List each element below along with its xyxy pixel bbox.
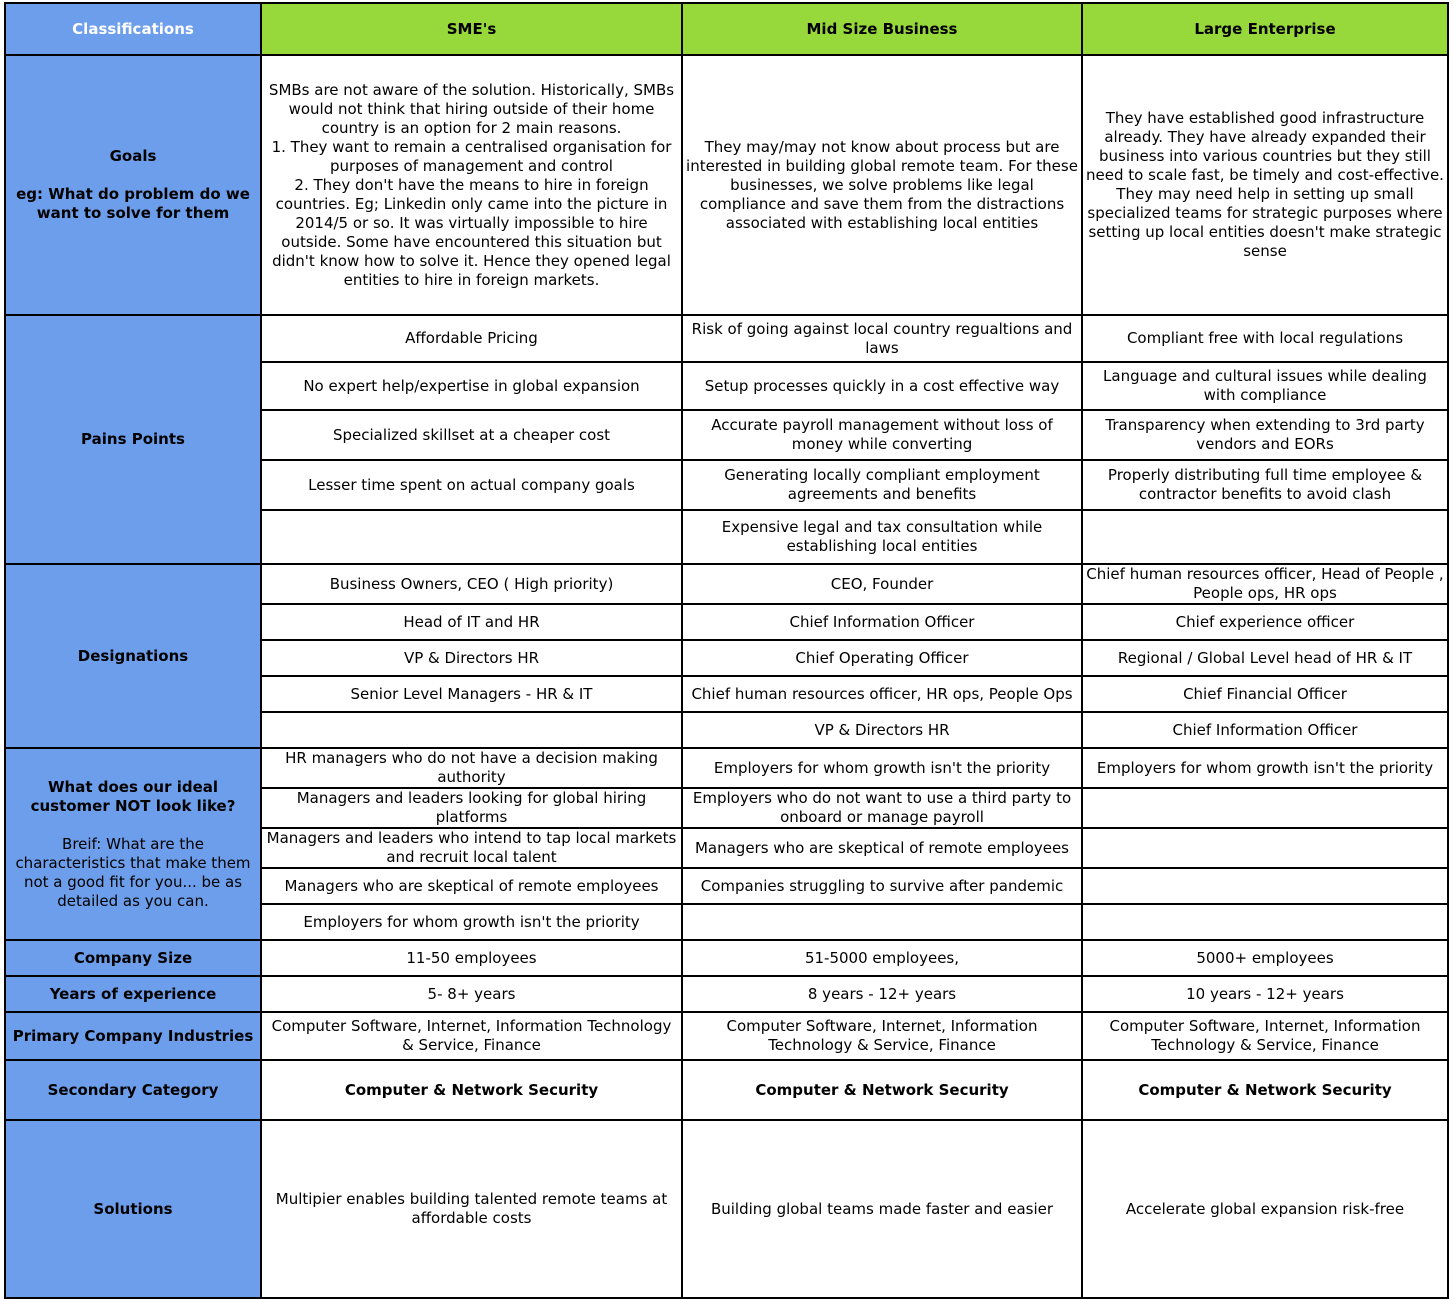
designation-large-4: Chief Financial Officer [1082,676,1448,712]
designation-sme-4: Senior Level Managers - HR & IT [261,676,682,712]
header-classifications: Classifications [5,3,261,55]
designation-sme-3: VP & Directors HR [261,640,682,676]
header-mid-size: Mid Size Business [682,3,1082,55]
not-ideal-sme-3: Managers and leaders who intend to tap local markets and recruit local talent [261,828,682,868]
secondary-large: Computer & Network Security [1082,1060,1448,1120]
not-ideal-large-4 [1082,868,1448,904]
header-sme: SME's [261,3,682,55]
goals-label-sub: eg: What do problem do we want to solve for them [16,185,250,222]
customer-profile-table [4,2,1449,1299]
experience-sme: 5- 8+ years [261,976,682,1012]
pain-large-3: Transparency when extending to 3rd party vendors and EORs [1082,410,1448,460]
not-ideal-row-1 [5,748,1448,788]
goals-mid: They may/may not know about process but are interested in building global remote team. For these businesses, we solve problems like legal compliance and save them from the distractions associated with establishing local entities [682,55,1082,315]
not-ideal-mid-2: Employers who do not want to use a third party to onboard or manage payroll [682,788,1082,828]
designations-label: Designations [5,564,261,748]
designation-large-3: Regional / Global Level head of HR & IT [1082,640,1448,676]
not-ideal-large-2 [1082,788,1448,828]
not-ideal-mid-5 [682,904,1082,940]
not-ideal-large-5 [1082,904,1448,940]
goals-sme: SMBs are not aware of the solution. Historically, SMBs would not think that hiring outside of their home country is an option for 2 main reasons. 1. They want to remain a centralised organisation for purposes of management and control 2. They don't have the means to hire in foreign countries. Eg; Linkedin only came into the picture in 2014/5 or so. It was virtually impossible to hire outside. Some have encountered this situation but didn't know how to solve it. Hence they opened legal entities to hire in foreign markets. [261,55,682,315]
secondary-label: Secondary Category [5,1060,261,1120]
designation-large-2: Chief experience officer [1082,604,1448,640]
not-ideal-label-title: What does our ideal customer NOT look like? [30,777,236,815]
not-ideal-large-3 [1082,828,1448,868]
industries-row [5,1012,1448,1060]
header-large-enterprise: Large Enterprise [1082,3,1448,55]
experience-label: Years of experience [5,976,261,1012]
industries-large: Computer Software, Internet, Information Technology & Service, Finance [1082,1012,1448,1060]
designation-mid-2: Chief Information Officer [682,604,1082,640]
designation-mid-4: Chief human resources officer, HR ops, People Ops [682,676,1082,712]
pain-large-2: Language and cultural issues while dealing with compliance [1082,362,1448,410]
designation-large-1: Chief human resources officer, Head of People , People ops, HR ops [1082,564,1448,604]
pain-large-5 [1082,510,1448,564]
experience-large: 10 years - 12+ years [1082,976,1448,1012]
not-ideal-mid-1: Employers for whom growth isn't the priority [682,748,1082,788]
not-ideal-large-1: Employers for whom growth isn't the priority [1082,748,1448,788]
not-ideal-mid-3: Managers who are skeptical of remote employees [682,828,1082,868]
pain-sme-3: Specialized skillset at a cheaper cost [261,410,682,460]
pain-mid-3: Accurate payroll management without loss of money while converting [682,410,1082,460]
not-ideal-label [5,748,261,940]
pain-sme-5 [261,510,682,564]
experience-mid: 8 years - 12+ years [682,976,1082,1012]
company-size-label: Company Size [5,940,261,976]
designation-row-1 [5,564,1448,604]
company-size-mid: 51-5000 employees, [682,940,1082,976]
company-size-row [5,940,1448,976]
not-ideal-mid-4: Companies struggling to survive after pandemic [682,868,1082,904]
secondary-row [5,1060,1448,1120]
not-ideal-label-sub: Breif: What are the characteristics that make them not a good fit for you... be as detailed as you can. [15,834,251,910]
not-ideal-sme-5: Employers for whom growth isn't the priority [261,904,682,940]
designation-mid-3: Chief Operating Officer [682,640,1082,676]
goals-large: They have established good infrastructure already. They have already expanded their business into various countries but they still need to scale fast, be timely and cost-effective. They may need help in setting up small specialized teams for strategic purposes where setting up local entities doesn't make strategic sense [1082,55,1448,315]
pain-mid-2: Setup processes quickly in a cost effective way [682,362,1082,410]
pain-mid-5: Expensive legal and tax consultation while establishing local entities [682,510,1082,564]
secondary-mid: Computer & Network Security [682,1060,1082,1120]
header-row [5,3,1448,55]
solutions-sme: Multipier enables building talented remote teams at affordable costs [261,1120,682,1298]
secondary-sme: Computer & Network Security [261,1060,682,1120]
pain-sme-1: Affordable Pricing [261,315,682,362]
not-ideal-sme-4: Managers who are skeptical of remote employees [261,868,682,904]
pain-large-1: Compliant free with local regulations [1082,315,1448,362]
solutions-label: Solutions [5,1120,261,1298]
designation-sme-2: Head of IT and HR [261,604,682,640]
pain-points-label: Pains Points [5,315,261,564]
solutions-mid: Building global teams made faster and easier [682,1120,1082,1298]
designation-mid-1: CEO, Founder [682,564,1082,604]
company-size-sme: 11-50 employees [261,940,682,976]
industries-sme: Computer Software, Internet, Information Technology & Service, Finance [261,1012,682,1060]
solutions-large: Accelerate global expansion risk-free [1082,1120,1448,1298]
designation-sme-5 [261,712,682,748]
industries-label: Primary Company Industries [5,1012,261,1060]
not-ideal-sme-1: HR managers who do not have a decision making authority [261,748,682,788]
pain-mid-1: Risk of going against local country regualtions and laws [682,315,1082,362]
designation-sme-1: Business Owners, CEO ( High priority) [261,564,682,604]
designation-mid-5: VP & Directors HR [682,712,1082,748]
goals-label-title: Goals [109,147,157,165]
solutions-row [5,1120,1448,1298]
pain-sme-4: Lesser time spent on actual company goals [261,460,682,510]
pain-sme-2: No expert help/expertise in global expansion [261,362,682,410]
industries-mid: Computer Software, Internet, Information Technology & Service, Finance [682,1012,1082,1060]
pain-large-4: Properly distributing full time employee & contractor benefits to avoid clash [1082,460,1448,510]
pain-row-1 [5,315,1448,362]
company-size-large: 5000+ employees [1082,940,1448,976]
experience-row [5,976,1448,1012]
goals-row [5,55,1448,315]
goals-label [5,55,261,315]
pain-mid-4: Generating locally compliant employment agreements and benefits [682,460,1082,510]
not-ideal-sme-2: Managers and leaders looking for global hiring platforms [261,788,682,828]
designation-large-5: Chief Information Officer [1082,712,1448,748]
